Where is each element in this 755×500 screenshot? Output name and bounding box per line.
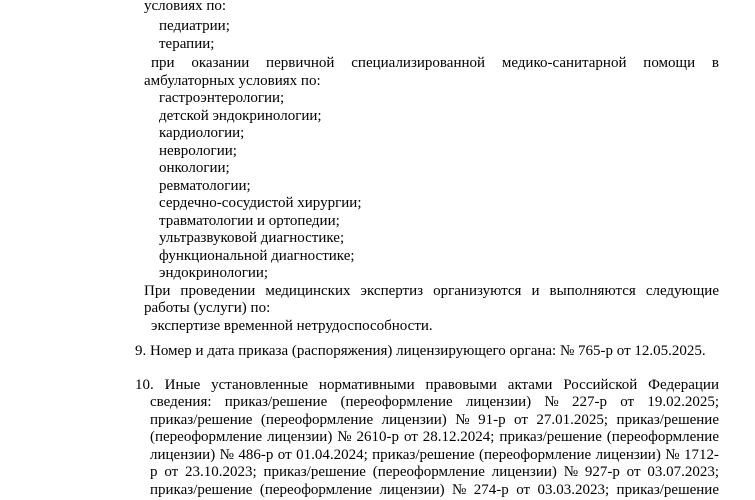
conditions-line: условиях по: <box>144 0 227 14</box>
list-item: ультразвуковой диагностике; <box>159 230 345 246</box>
list-item: сердечно-сосудистой хирургии; <box>159 195 362 211</box>
section10-line: приказ/решение (переоформление лицензии) № 91-р от 27.01.2025; приказ/решение <box>150 412 719 428</box>
section10-line: (переоформление лицензии) № 2610-р от 28.12.2024; приказ/решение (переоформление <box>150 429 719 445</box>
section10-line: сведения: приказ/решение (переоформление лицензии) № 227-р от 19.02.2025; <box>150 394 719 410</box>
list-item: онкологии; <box>159 160 230 176</box>
list-item: ревматологии; <box>159 178 251 194</box>
list-item: педиатрии; <box>159 18 230 34</box>
list-item: эндокринологии; <box>159 265 269 281</box>
list-item: неврологии; <box>159 143 237 159</box>
section10-line: р от 23.10.2023; приказ/решение (переоформление лицензии) № 927-р от 03.07.2023; <box>150 464 719 480</box>
list-item: кардиологии; <box>159 125 245 141</box>
section10-line: приказ/решение (переоформление лицензии) № 274-р от 03.03.2023; приказ/решение <box>150 482 719 498</box>
specialized-intro-line2: амбулаторных условиях по: <box>144 73 321 89</box>
list-item: терапии; <box>159 36 215 52</box>
specialized-intro-line1: при оказании первичной специализированной медико-санитарной помощи в <box>151 55 719 71</box>
section10-line: 10. Иные установленные нормативными правовыми актами Российской Федерации <box>135 377 719 393</box>
section10-line: лицензии) № 486-р от 01.04.2024; приказ/решение (переоформление лицензии) № 1712- <box>150 447 719 463</box>
list-item: гастроэнтерологии; <box>159 90 285 106</box>
list-item: детской эндокринологии; <box>159 108 322 124</box>
expertise-intro-line1: При проведении медицинских экспертиз организуются и выполняются следующие <box>144 283 719 299</box>
list-item: функциональной диагностике; <box>159 248 355 264</box>
order-number-paragraph: 9. Номер и дата приказа (распоряжения) лицензирующего органа: № 765-р от 12.05.2025. <box>135 343 706 359</box>
expertise-item: экспертизе временной нетрудоспособности. <box>151 318 433 334</box>
expertise-intro-line2: работы (услуги) по: <box>144 300 271 316</box>
list-item: травматологии и ортопедии; <box>159 213 340 229</box>
